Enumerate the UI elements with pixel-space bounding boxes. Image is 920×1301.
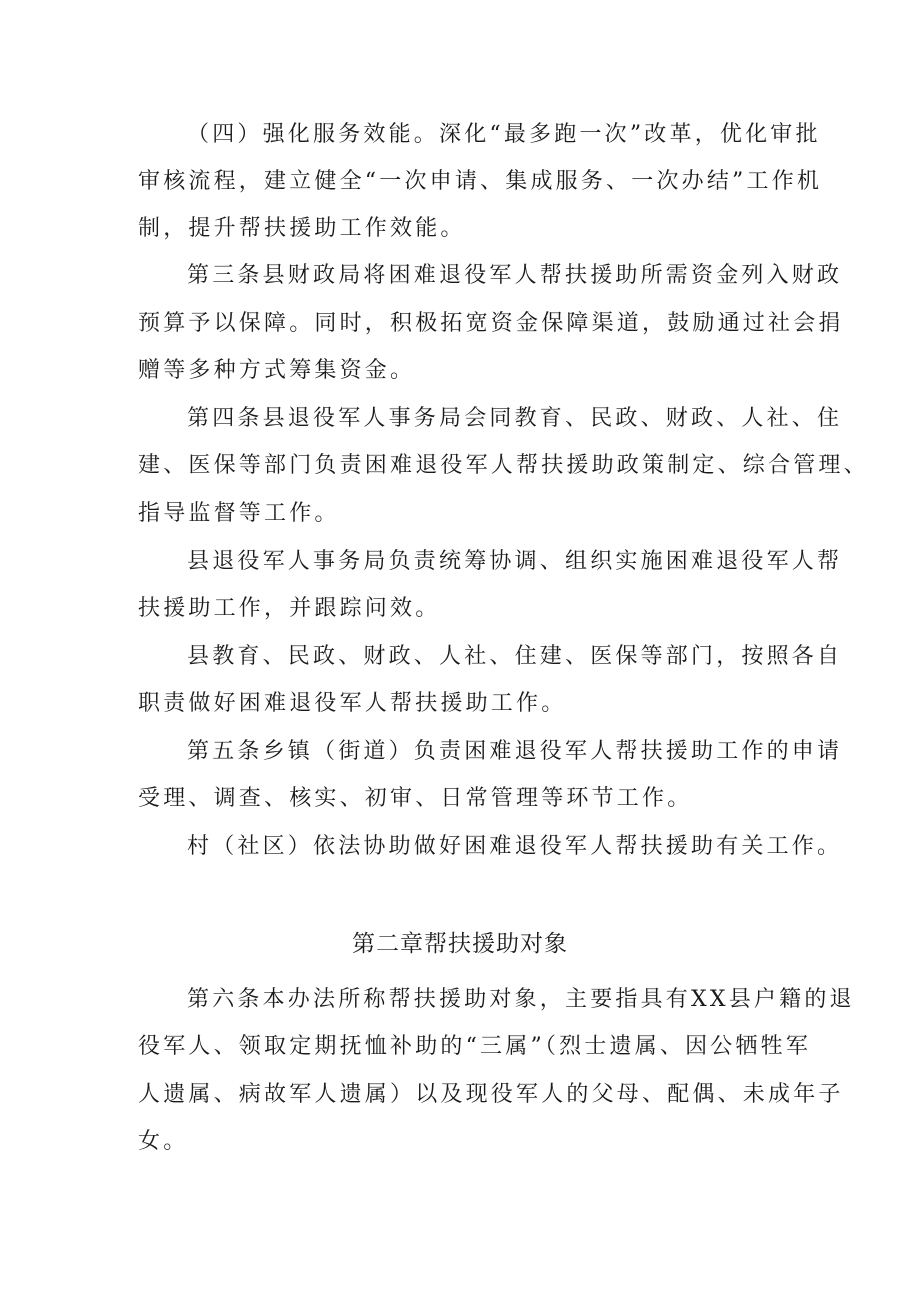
text-line: 制，提升帮扶援助工作效能。 (138, 216, 466, 241)
text-line: 第五条乡镇（街道）负责困难退役军人帮扶援助工作的申请 (187, 739, 843, 764)
text-line: 赠等多种方式筹集资金。 (138, 358, 416, 383)
text-line: 预算予以保障。同时，积极拓宽资金保障渠道，鼓励通过社会捐 (138, 311, 844, 336)
text-line: 受理、调查、核实、初审、日常管理等环节工作。 (138, 786, 693, 811)
text-line: 第六条本办法所称帮扶援助对象，主要指具有XX县户籍的退 (187, 987, 855, 1012)
text-line: 扶援助工作，并跟踪问效。 (138, 596, 441, 621)
text-line: 役军人、领取定期抚恤补助的“三属”（烈士遗属、因公牺牲军 (138, 1034, 812, 1059)
text-line: 县教育、民政、财政、人社、住建、医保等部门，按照各自 (187, 644, 843, 669)
text-line: 县退役军人事务局负责统筹协调、组织实施困难退役军人帮 (187, 549, 843, 574)
text-line: 指导监督等工作。 (138, 501, 340, 526)
text-line: 人遗属、病故军人遗属）以及现役军人的父母、配偶、未成年子 (138, 1082, 844, 1107)
text-line: （四）强化服务效能。深化“最多跑一次”改革，优化审批 (187, 122, 821, 147)
chapter-heading: 第二章帮扶援助对象 (352, 931, 568, 957)
text-line: 村（社区）依法协助做好困难退役军人帮扶援助有关工作。 (187, 834, 843, 859)
text-line: 职责做好困难退役军人帮扶援助工作。 (138, 691, 567, 716)
text-line: 审核流程，建立健全“一次申请、集成服务、一次办结”工作机 (138, 169, 823, 194)
text-line: 第三条县财政局将困难退役军人帮扶援助所需资金列入财政 (187, 263, 843, 288)
text-line: 第四条县退役军人事务局会同教育、民政、财政、人社、住 (187, 406, 843, 431)
text-line: 女。 (138, 1129, 189, 1154)
text-line: 建、医保等部门负责困难退役军人帮扶援助政策制定、综合管理、 (138, 453, 869, 478)
